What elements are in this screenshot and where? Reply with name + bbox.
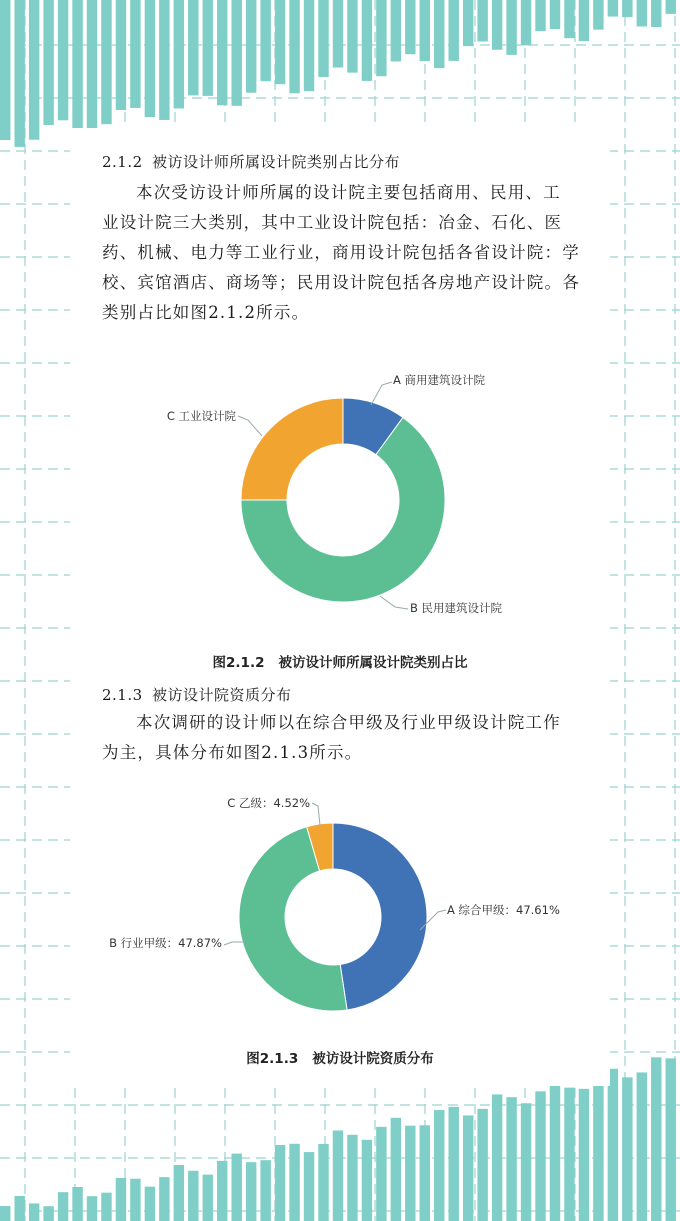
paragraph-line: 校、宾馆酒店、商场等；民用设计院包括各房地产设计院。各 bbox=[102, 273, 580, 292]
slice-label: C 乙级：4.52% bbox=[227, 796, 310, 810]
donut-slice bbox=[333, 823, 427, 1010]
slice-label: C 工业设计院 bbox=[166, 409, 236, 423]
caption-number: 图2.1.2 bbox=[212, 655, 265, 671]
paragraph-line: 业设计院三大类别，其中工业设计院包括：冶金、石化、医 bbox=[102, 213, 563, 232]
figure-caption-213 bbox=[0, 1047, 680, 1067]
paragraph-line: 本次调研的设计师以在综合甲级及行业甲级设计院工作 bbox=[136, 713, 561, 732]
section-number: 2.1.2 bbox=[102, 153, 143, 171]
section-title: 被访设计院资质分布 bbox=[152, 686, 292, 704]
section-title: 被访设计师所属设计院类别占比分布 bbox=[152, 153, 401, 171]
caption-number: 图2.1.3 bbox=[246, 1051, 299, 1067]
paragraph-line: 为主，具体分布如图2.1.3所示。 bbox=[102, 743, 363, 762]
slice-label: A 综合甲级：47.61% bbox=[447, 903, 560, 917]
caption-title: 被访设计院资质分布 bbox=[312, 1051, 434, 1067]
slice-label: A 商用建筑设计院 bbox=[393, 373, 486, 387]
caption-title: 被访设计师所属设计院类别占比 bbox=[278, 655, 468, 671]
paragraph-line: 本次受访设计师所属的设计院主要包括商用、民用、工 bbox=[136, 183, 561, 202]
slice-label: B 行业甲级：47.87% bbox=[109, 936, 222, 950]
paragraph-line: 类别占比如图2.1.2所示。 bbox=[102, 303, 310, 322]
section-number: 2.1.3 bbox=[102, 686, 143, 704]
leader-line bbox=[224, 942, 245, 945]
paragraph-line: 药、机械、电力等工业行业，商用设计院包括各省设计院：学 bbox=[102, 243, 580, 262]
slice-label: B 民用建筑设计院 bbox=[410, 601, 503, 615]
leader-line bbox=[312, 803, 320, 825]
